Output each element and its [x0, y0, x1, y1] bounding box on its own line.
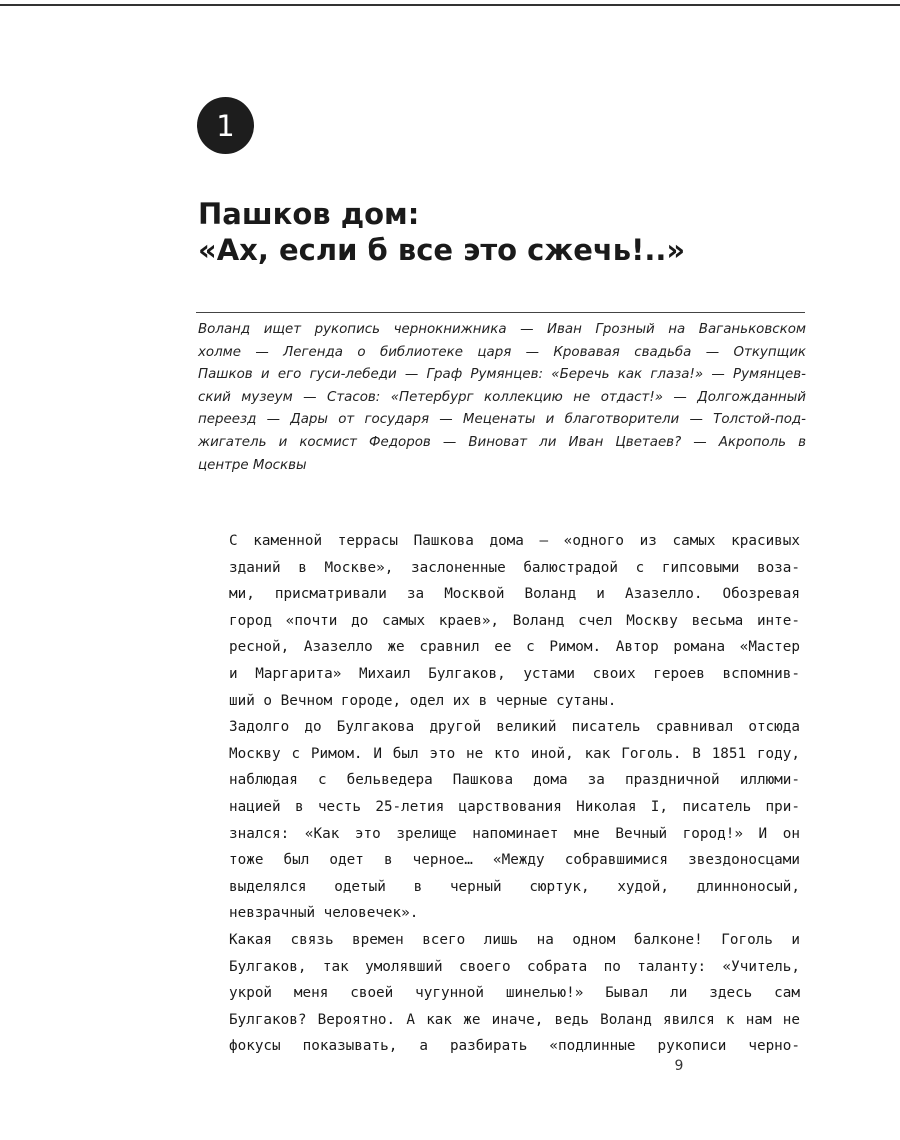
chapter-summary: [198, 319, 806, 477]
body-line: и Маргарита» Михаил Булгаков, устами своих героев вспомнив-: [229, 665, 800, 682]
summary-line: центре Москвы: [198, 457, 307, 473]
body-line: город «почти до самых краев», Воланд счел Москву весьма инте-: [229, 612, 800, 629]
body-line: Москву с Римом. И был это не кто иной, как Гоголь. В 1851 году,: [229, 745, 800, 762]
summary-line: холме — Легенда о библиотеке царя — Кровавая свадьба — Откупщик: [198, 344, 806, 360]
body-line: нацией в честь 25-летия царствования Николая I, писатель при-: [229, 798, 800, 815]
body-line: фокусы показывать, а разбирать «подлинные рукописи черно-: [229, 1038, 800, 1055]
body-line: наблюдая с бельведера Пашкова дома за праздничной иллюми-: [229, 772, 800, 789]
body-line: Какая связь времен всего лишь на одном балконе! Гоголь и: [229, 931, 800, 948]
summary-line: Воланд ищет рукопись чернокнижника — Иван Грозный на Ваганьковском: [198, 322, 806, 337]
body-line: Булгаков, так умолявший своего собрата по таланту: «Учитель,: [229, 958, 800, 975]
chapter-title: [198, 196, 818, 268]
summary-divider: [196, 312, 805, 313]
body-line: укрой меня своей чугунной шинелью!» Бывал ли здесь сам: [229, 985, 800, 1002]
body-line: ший о Вечном городе, одел их в черные сутаны.: [229, 692, 617, 709]
body-line: Булгаков? Вероятно. А как же иначе, ведь Воланд явился к нам не: [229, 1011, 800, 1028]
summary-line: Пашков и его гуси-лебеди — Граф Румянцев: «Беречь как глаза!» — Румянцев-: [198, 367, 806, 383]
body-text: [229, 528, 800, 1060]
body-line: Задолго до Булгакова другой великий писатель сравнивал отсюда: [229, 719, 800, 736]
body-line: С каменной террасы Пашкова дома — «одного из самых красивых: [229, 533, 800, 549]
body-line: невзрачный человечек».: [229, 905, 419, 922]
summary-line: жигатель и космист Федоров — Виноват ли Иван Цветаев? — Акрополь в: [198, 434, 806, 450]
body-line: выделялся одетый в черный сюртук, худой, длинноносый,: [229, 878, 800, 895]
chapter-title-line: «Ах, если б все это сжечь!..»: [198, 233, 686, 267]
body-line: зданий в Москве», заслоненные балюстрадой с гипсовыми воза-: [229, 559, 800, 576]
body-line: ми, присматривали за Москвой Воланд и Азазелло. Обозревая: [229, 586, 800, 603]
body-line: тоже был одет в черное… «Между собравшимися звездоносцами: [229, 852, 800, 869]
page-number: 9: [674, 1058, 684, 1074]
summary-line: ский музеум — Стасов: «Петербург коллекцию не отдаст!» — Долгожданный: [198, 389, 806, 405]
body-line: ресной, Азазелло же сравнил ее с Римом. Автор романа «Мастер: [229, 639, 800, 656]
top-border-rule: [0, 4, 900, 6]
chapter-number-badge: [197, 97, 254, 154]
summary-line: переезд — Дары от государя — Меценаты и благотворители — Толстой-под-: [198, 412, 806, 428]
chapter-number: 1: [216, 108, 235, 143]
chapter-title-line: Пашков дом:: [198, 197, 420, 231]
body-line: знался: «Как это зрелище напоминает мне Вечный город!» И он: [229, 825, 800, 842]
